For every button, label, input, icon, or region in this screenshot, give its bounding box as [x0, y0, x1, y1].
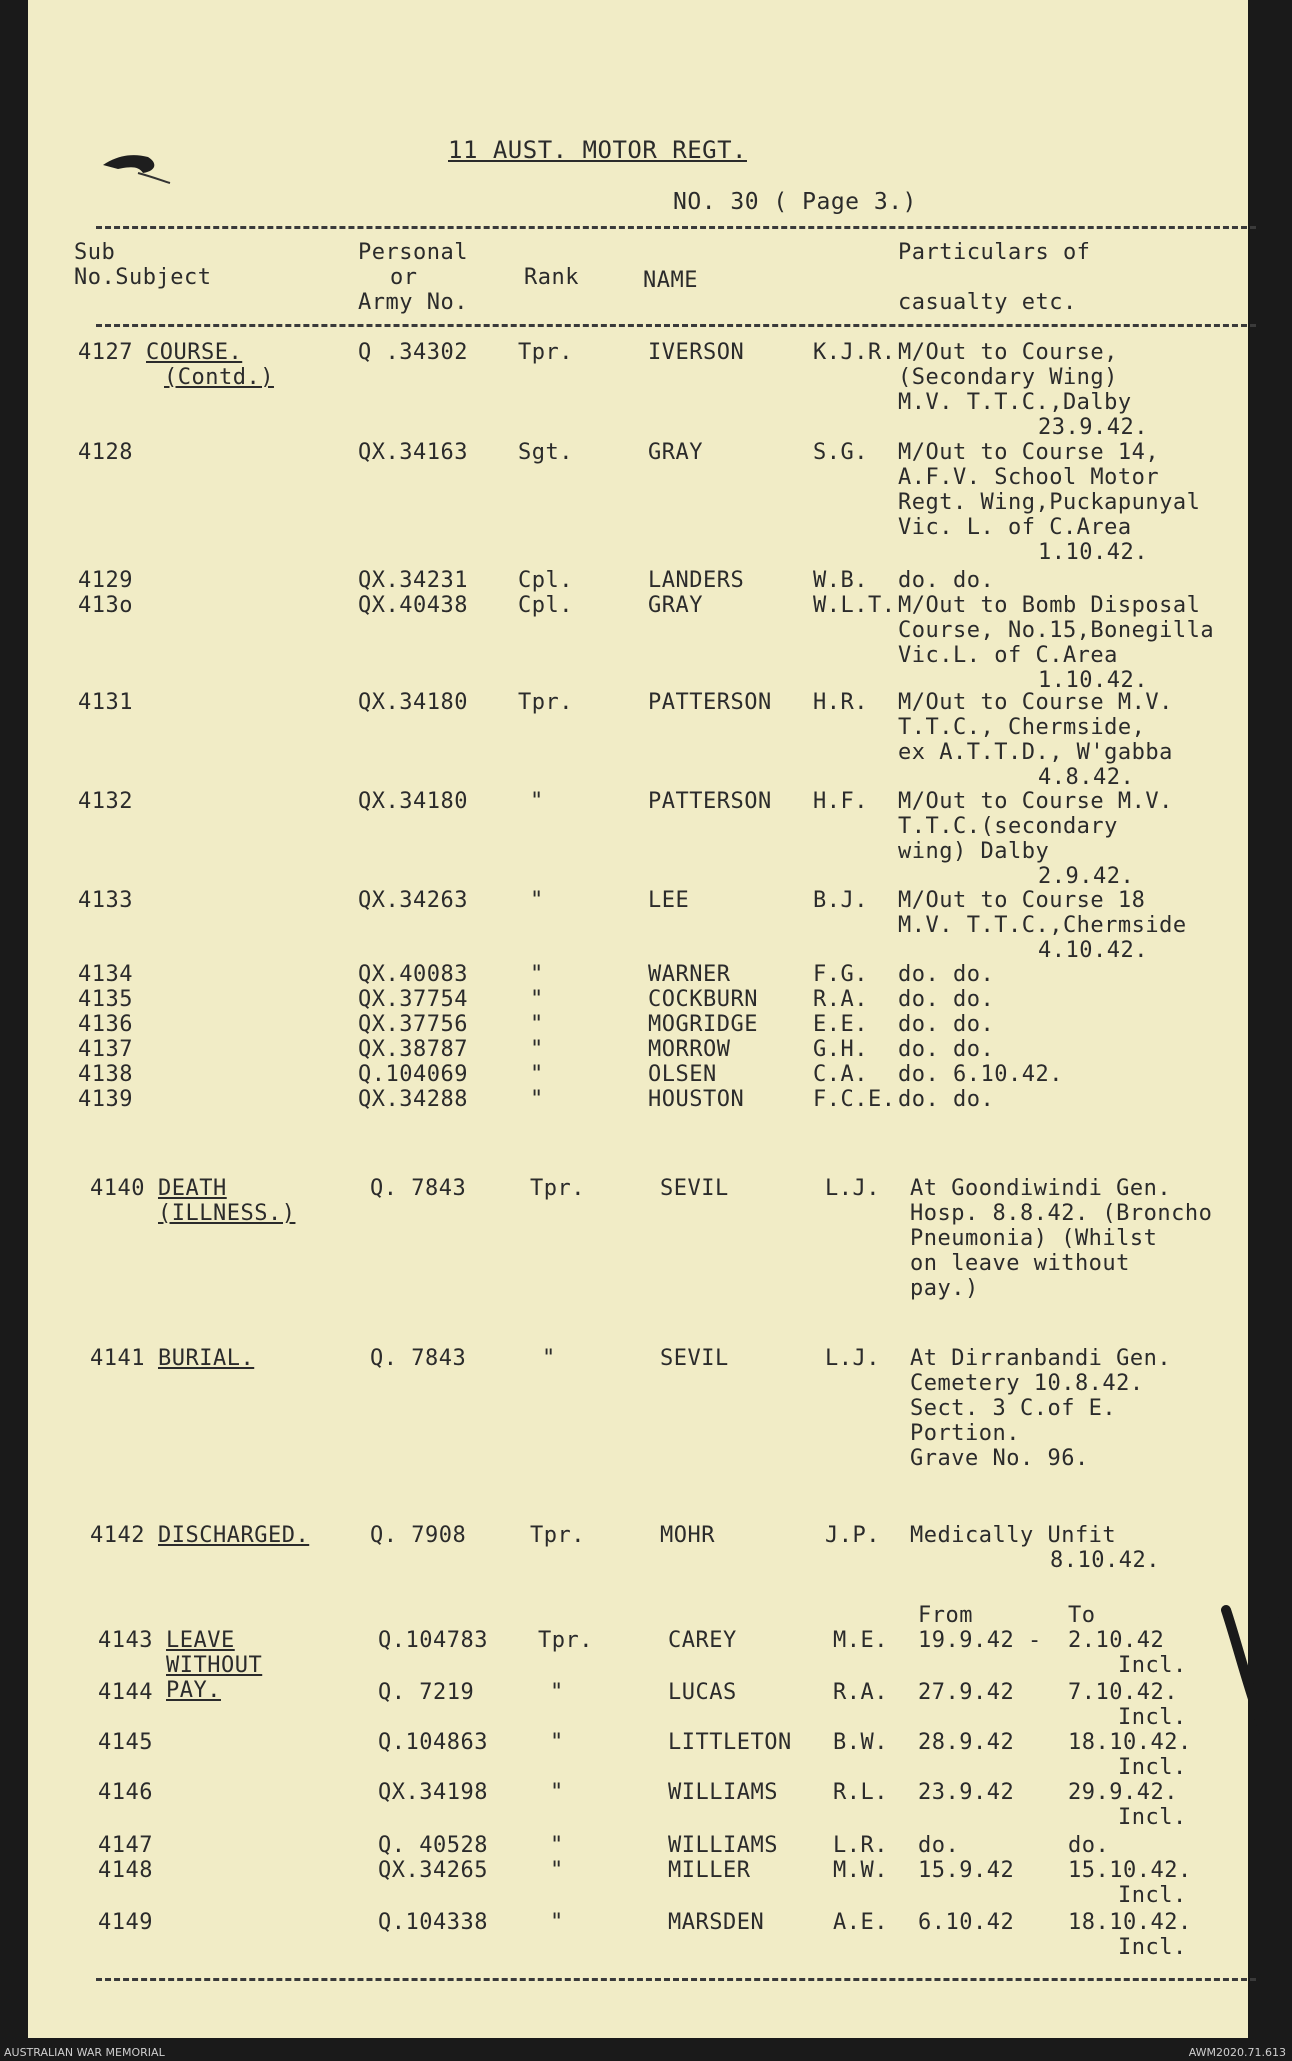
- entry-army-number: QX.34180: [358, 789, 468, 814]
- leave-initials: M.W.: [833, 1858, 888, 1883]
- entry-surname: GRAY: [648, 440, 703, 465]
- entry-initials: C.A.: [813, 1062, 868, 1087]
- entry-number: 4139: [78, 1087, 133, 1112]
- handwritten-tick-mark: [1218, 1600, 1288, 1750]
- divider-header: [96, 324, 1256, 327]
- entry-army-number: QX.34163: [358, 440, 468, 465]
- leave-rank: Tpr.: [538, 1628, 593, 1653]
- entry-initials: L.J.: [825, 1346, 880, 1371]
- entry-initials: W.L.T.: [813, 593, 896, 618]
- leave-inclusive: Incl.: [1118, 1935, 1187, 1960]
- leave-army-number: Q.104863: [378, 1730, 488, 1755]
- entry-particulars-line: M.V. T.T.C.,Chermside: [898, 913, 1187, 938]
- entry-surname: IVERSON: [648, 340, 745, 365]
- entry-number: 4142: [90, 1523, 145, 1548]
- leave-from-date: 6.10.42: [918, 1910, 1015, 1935]
- leave-to-date: 15.10.42.: [1068, 1858, 1192, 1883]
- entry-initials: S.G.: [813, 440, 868, 465]
- entry-particulars-line: M/Out to Bomb Disposal: [898, 593, 1201, 618]
- entry-particulars-line: do. do.: [898, 1087, 995, 1112]
- leave-inclusive: Incl.: [1118, 1705, 1187, 1730]
- entry-subject: DISCHARGED.: [158, 1523, 310, 1548]
- entry-particulars-line: 1.10.42.: [1038, 668, 1148, 693]
- divider-bottom: [96, 1978, 1256, 1981]
- leave-surname: WILLIAMS: [668, 1833, 778, 1858]
- entry-rank: ": [530, 1062, 544, 1087]
- entry-number: 4138: [78, 1062, 133, 1087]
- leave-inclusive: Incl.: [1118, 1653, 1187, 1678]
- entry-particulars-line: M/Out to Course M.V.: [898, 690, 1173, 715]
- entry-army-number: Q. 7843: [370, 1176, 467, 1201]
- entry-particulars-line: Grave No. 96.: [910, 1446, 1089, 1471]
- leave-army-number: Q.104783: [378, 1628, 488, 1653]
- entry-initials: E.E.: [813, 1012, 868, 1037]
- entry-initials: L.J.: [825, 1176, 880, 1201]
- entry-particulars-line: Medically Unfit: [910, 1523, 1117, 1548]
- entry-particulars-line: Vic. L. of C.Area: [898, 515, 1132, 540]
- entry-particulars-line: M/Out to Course 14,: [898, 440, 1160, 465]
- entry-army-number: QX.37756: [358, 1012, 468, 1037]
- entry-number: 4136: [78, 1012, 133, 1037]
- leave-surname: CAREY: [668, 1628, 737, 1653]
- leave-initials: A.E.: [833, 1910, 888, 1935]
- entry-rank: Tpr.: [518, 340, 573, 365]
- header-sub: Sub: [74, 240, 116, 265]
- entry-particulars-line: At Goondiwindi Gen.: [910, 1176, 1172, 1201]
- leave-entry-number: 4148: [98, 1858, 153, 1883]
- leave-army-number: QX.34265: [378, 1858, 488, 1883]
- entry-rank: ": [530, 987, 544, 1012]
- entry-initials: J.P.: [825, 1523, 880, 1548]
- header-army-no: Army No.: [358, 290, 468, 315]
- entry-particulars-line: do. do.: [898, 568, 995, 593]
- leave-to-date: 18.10.42.: [1068, 1910, 1192, 1935]
- leave-initials: L.R.: [833, 1833, 888, 1858]
- entry-initials: K.J.R.: [813, 340, 896, 365]
- entry-rank: ": [530, 1012, 544, 1037]
- entry-army-number: QX.40083: [358, 962, 468, 987]
- leave-army-number: Q. 40528: [378, 1833, 488, 1858]
- entry-particulars-line: Course, No.15,Bonegilla: [898, 618, 1215, 643]
- entry-army-number: QX.37754: [358, 987, 468, 1012]
- entry-particulars-line: Regt. Wing,Puckapunyal: [898, 490, 1201, 515]
- leave-subject: PAY.: [166, 1678, 221, 1703]
- entry-army-number: QX.34180: [358, 690, 468, 715]
- leave-initials: B.W.: [833, 1730, 888, 1755]
- header-name: NAME: [643, 268, 698, 293]
- entry-army-number: Q. 7908: [370, 1523, 467, 1548]
- leave-from-date: do.: [918, 1833, 960, 1858]
- ink-blot-mark: [98, 135, 188, 195]
- entry-initials: F.G.: [813, 962, 868, 987]
- entry-surname: COCKBURN: [648, 987, 758, 1012]
- entry-surname: OLSEN: [648, 1062, 717, 1087]
- entry-rank: Tpr.: [530, 1176, 585, 1201]
- entry-particulars-line: do. 6.10.42.: [898, 1062, 1063, 1087]
- entry-rank: Tpr.: [530, 1523, 585, 1548]
- leave-rank: ": [550, 1833, 564, 1858]
- leave-inclusive: Incl.: [1118, 1883, 1187, 1908]
- entry-surname: MOHR: [660, 1523, 715, 1548]
- leave-army-number: QX.34198: [378, 1780, 488, 1805]
- entry-number: 4132: [78, 789, 133, 814]
- leave-rank: ": [550, 1780, 564, 1805]
- leave-rank: ": [550, 1680, 564, 1705]
- entry-surname: PATTERSON: [648, 789, 772, 814]
- entry-rank: Sgt.: [518, 440, 573, 465]
- entry-particulars-line: do. do.: [898, 1037, 995, 1062]
- leave-from-date: 27.9.42: [918, 1680, 1015, 1705]
- leave-subject: LEAVE: [166, 1628, 235, 1653]
- entry-particulars-line: 1.10.42.: [1038, 540, 1148, 565]
- entry-subject: BURIAL.: [158, 1346, 255, 1371]
- entry-number: 4137: [78, 1037, 133, 1062]
- entry-surname: LANDERS: [648, 568, 745, 593]
- entry-particulars-line: Pneumonia) (Whilst: [910, 1226, 1158, 1251]
- entry-rank: Tpr.: [518, 690, 573, 715]
- entry-army-number: Q .34302: [358, 340, 468, 365]
- entry-particulars-line: ex A.T.T.D., W'gabba: [898, 740, 1173, 765]
- entry-initials: H.R.: [813, 690, 868, 715]
- entry-particulars-line: Hosp. 8.8.42. (Broncho: [910, 1201, 1213, 1226]
- leave-entry-number: 4143: [98, 1628, 153, 1653]
- leave-surname: MILLER: [668, 1858, 751, 1883]
- header-rank: Rank: [524, 265, 579, 290]
- entry-particulars-line: Vic.L. of C.Area: [898, 643, 1118, 668]
- entry-surname: PATTERSON: [648, 690, 772, 715]
- leave-to-date: 7.10.42.: [1068, 1680, 1178, 1705]
- header-no-subject: No.Subject: [74, 265, 212, 290]
- entry-surname: WARNER: [648, 962, 731, 987]
- entry-surname: SEVIL: [660, 1346, 729, 1371]
- entry-number: 4141: [90, 1346, 145, 1371]
- entry-initials: W.B.: [813, 568, 868, 593]
- entry-particulars-line: 2.9.42.: [1038, 864, 1135, 889]
- entry-surname: HOUSTON: [648, 1087, 745, 1112]
- leave-surname: WILLIAMS: [668, 1780, 778, 1805]
- entry-particulars-line: A.F.V. School Motor: [898, 465, 1160, 490]
- leave-to-date: 18.10.42.: [1068, 1730, 1192, 1755]
- entry-number: 413o: [78, 593, 133, 618]
- entry-surname: GRAY: [648, 593, 703, 618]
- entry-initials: H.F.: [813, 789, 868, 814]
- entry-rank: Cpl.: [518, 568, 573, 593]
- leave-initials: M.E.: [833, 1628, 888, 1653]
- leave-initials: R.L.: [833, 1780, 888, 1805]
- entry-number: 4131: [78, 690, 133, 715]
- entry-number: 4133: [78, 888, 133, 913]
- leave-from-date: 19.9.42 -: [918, 1628, 1042, 1653]
- entry-army-number: QX.38787: [358, 1037, 468, 1062]
- leave-entry-number: 4146: [98, 1780, 153, 1805]
- header-particulars: Particulars of: [898, 240, 1091, 265]
- entry-particulars-line: 4.10.42.: [1038, 938, 1148, 963]
- entry-rank: ": [530, 1037, 544, 1062]
- entry-army-number: QX.34288: [358, 1087, 468, 1112]
- entry-particulars-line: M/Out to Course 18: [898, 888, 1146, 913]
- entry-particulars-line: 8.10.42.: [1050, 1548, 1160, 1573]
- entry-subject: (ILLNESS.): [158, 1201, 296, 1226]
- entry-initials: R.A.: [813, 987, 868, 1012]
- leave-from-date: 28.9.42: [918, 1730, 1015, 1755]
- entry-particulars-line: wing) Dalby: [898, 839, 1050, 864]
- entry-army-number: Q.104069: [358, 1062, 468, 1087]
- leave-entry-number: 4145: [98, 1730, 153, 1755]
- entry-particulars-line: M/Out to Course M.V.: [898, 789, 1173, 814]
- entry-rank: ": [530, 1087, 544, 1112]
- entry-number: 4129: [78, 568, 133, 593]
- entry-subject: COURSE.: [146, 340, 243, 365]
- entry-rank: ": [530, 888, 544, 913]
- entry-particulars-line: do. do.: [898, 962, 995, 987]
- leave-subject: WITHOUT: [166, 1653, 263, 1678]
- entry-particulars-line: on leave without: [910, 1251, 1130, 1276]
- leave-to-date: do.: [1068, 1833, 1110, 1858]
- entry-surname: MOGRIDGE: [648, 1012, 758, 1037]
- entry-particulars-line: Cemetery 10.8.42.: [910, 1371, 1144, 1396]
- entry-particulars-line: T.T.C., Chermside,: [898, 715, 1146, 740]
- entry-particulars-line: M/Out to Course,: [898, 340, 1118, 365]
- entry-subject: DEATH: [158, 1176, 227, 1201]
- leave-from-label: From: [918, 1603, 973, 1628]
- entry-rank: ": [530, 789, 544, 814]
- leave-rank: ": [550, 1858, 564, 1883]
- entry-army-number: QX.34231: [358, 568, 468, 593]
- entry-particulars-line: pay.): [910, 1276, 979, 1301]
- entry-army-number: QX.40438: [358, 593, 468, 618]
- entry-particulars-line: M.V. T.T.C.,Dalby: [898, 390, 1132, 415]
- header-personal: Personal: [358, 240, 468, 265]
- entry-number: 4134: [78, 962, 133, 987]
- entry-army-number: QX.34263: [358, 888, 468, 913]
- document-title: 11 AUST. MOTOR REGT.: [448, 136, 747, 164]
- entry-number: 4140: [90, 1176, 145, 1201]
- entry-particulars-line: do. do.: [898, 987, 995, 1012]
- leave-rank: ": [550, 1730, 564, 1755]
- entry-particulars-line: At Dirranbandi Gen.: [910, 1346, 1172, 1371]
- leave-surname: MARSDEN: [668, 1910, 765, 1935]
- leave-entry-number: 4149: [98, 1910, 153, 1935]
- entry-initials: F.C.E.: [813, 1087, 896, 1112]
- entry-surname: MORROW: [648, 1037, 731, 1062]
- footer-right: AWM2020.71.613: [1188, 2046, 1286, 2059]
- leave-from-date: 23.9.42: [918, 1780, 1015, 1805]
- page-reference: NO. 30 ( Page 3.): [673, 189, 917, 215]
- entry-surname: SEVIL: [660, 1176, 729, 1201]
- entry-rank: Cpl.: [518, 593, 573, 618]
- leave-entry-number: 4147: [98, 1833, 153, 1858]
- leave-from-date: 15.9.42: [918, 1858, 1015, 1883]
- leave-inclusive: Incl.: [1118, 1805, 1187, 1830]
- leave-army-number: Q. 7219: [378, 1680, 475, 1705]
- entry-subject: (Contd.): [164, 365, 274, 390]
- leave-to-label: To: [1068, 1603, 1096, 1628]
- entry-army-number: Q. 7843: [370, 1346, 467, 1371]
- leave-army-number: Q.104338: [378, 1910, 488, 1935]
- entry-number: 4128: [78, 440, 133, 465]
- footer-left: AUSTRALIAN WAR MEMORIAL: [4, 2046, 165, 2059]
- leave-to-date: 29.9.42.: [1068, 1780, 1178, 1805]
- leave-initials: R.A.: [833, 1680, 888, 1705]
- leave-entry-number: 4144: [98, 1680, 153, 1705]
- leave-inclusive: Incl.: [1118, 1755, 1187, 1780]
- leave-surname: LUCAS: [668, 1680, 737, 1705]
- leave-surname: LITTLETON: [668, 1730, 792, 1755]
- entry-particulars-line: 4.8.42.: [1038, 765, 1135, 790]
- entry-particulars-line: Sect. 3 C.of E.: [910, 1396, 1117, 1421]
- header-or: or: [390, 265, 418, 290]
- entry-particulars-line: 23.9.42.: [1038, 415, 1148, 440]
- document-page: [28, 0, 1248, 2038]
- entry-number: 4135: [78, 987, 133, 1012]
- entry-rank: ": [542, 1346, 556, 1371]
- entry-initials: B.J.: [813, 888, 868, 913]
- entry-particulars-line: Portion.: [910, 1421, 1020, 1446]
- entry-surname: LEE: [648, 888, 690, 913]
- leave-to-date: 2.10.42: [1068, 1628, 1165, 1653]
- entry-number: 4127: [78, 340, 133, 365]
- entry-particulars-line: (Secondary Wing): [898, 365, 1118, 390]
- entry-rank: ": [530, 962, 544, 987]
- entry-initials: G.H.: [813, 1037, 868, 1062]
- divider-top: [96, 226, 1256, 229]
- entry-particulars-line: do. do.: [898, 1012, 995, 1037]
- entry-particulars-line: T.T.C.(secondary: [898, 814, 1118, 839]
- header-casualty: casualty etc.: [898, 290, 1077, 315]
- leave-rank: ": [550, 1910, 564, 1935]
